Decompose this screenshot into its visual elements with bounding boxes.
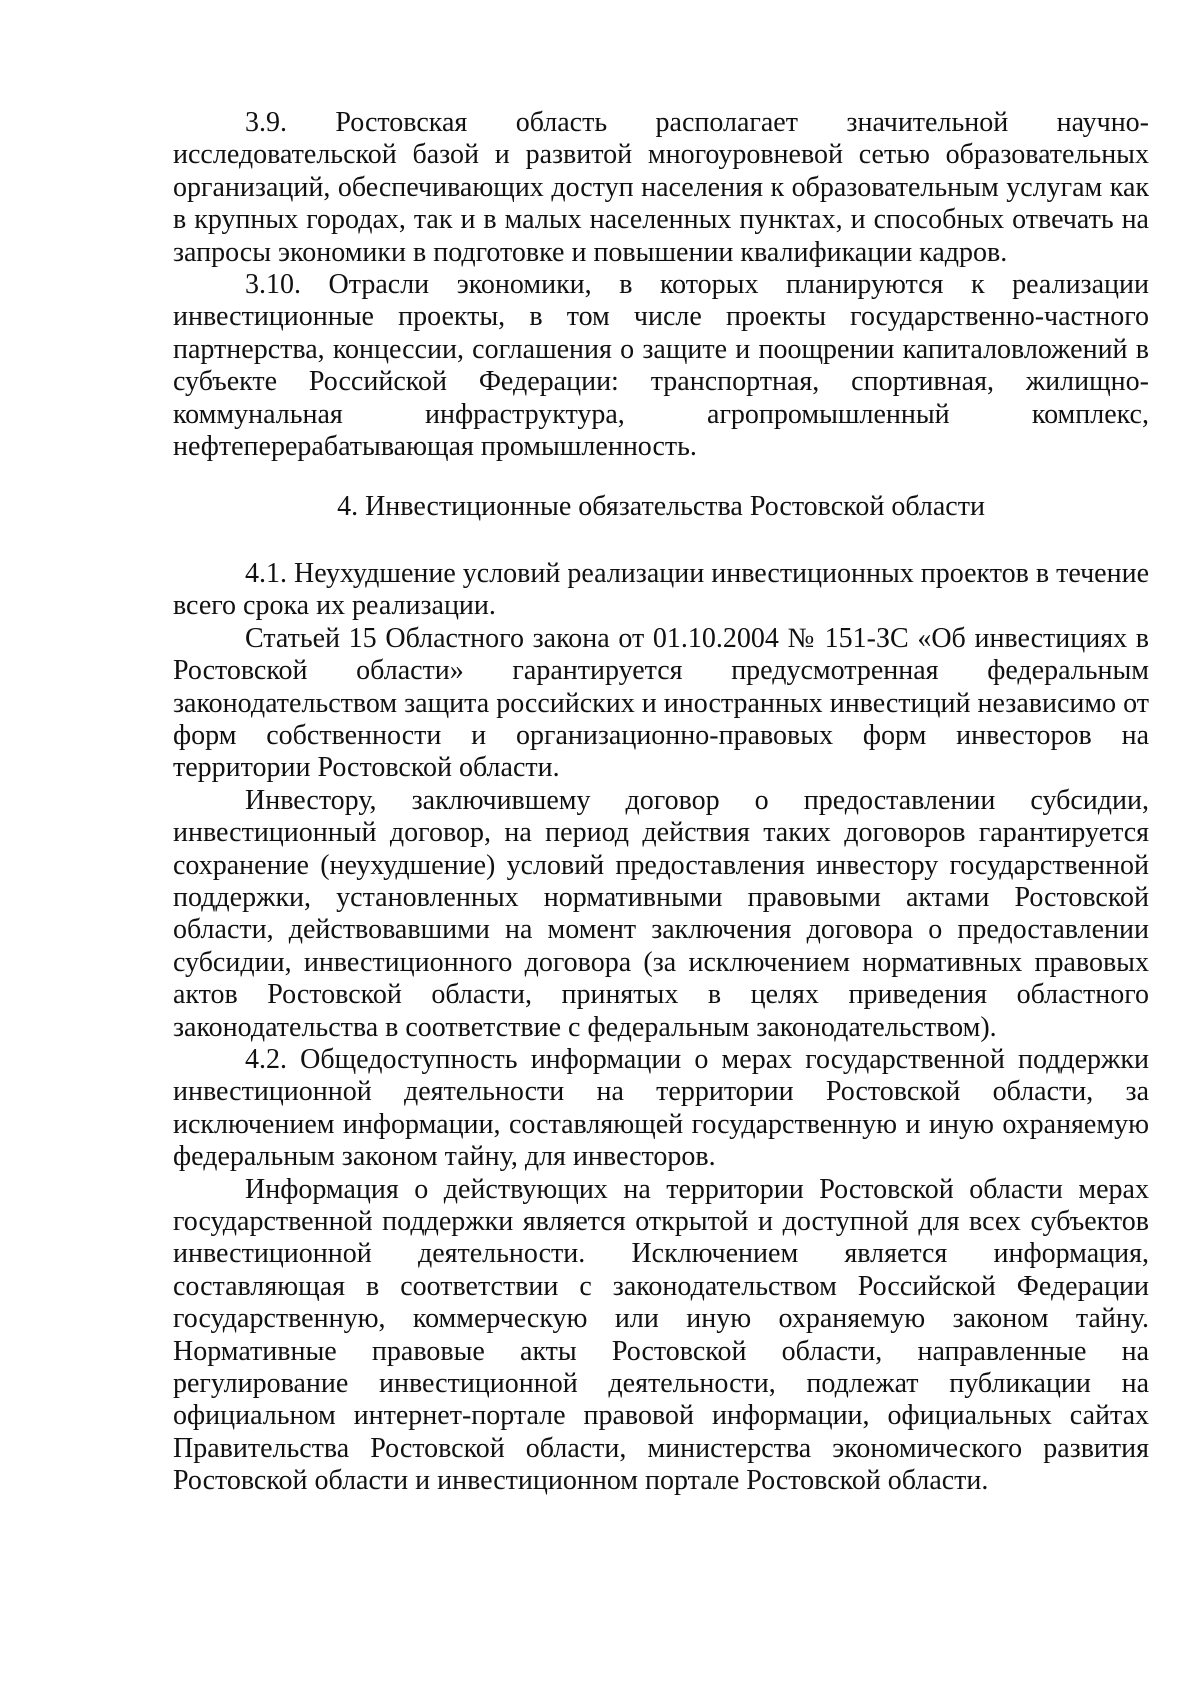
paragraph-article-15: Статьей 15 Областного закона от 01.10.2004 № 151-ЗС «Об инвестициях в Ростовской области» гарантируется предусмотренная федеральным законодательством защита российских и иностранных инвестиций независимо от форм собственности и организационно-правовых форм инвесторов на территории Ростовской области. (173, 622, 1149, 784)
paragraph-4-2: 4.2. Общедоступность информации о мерах государственной поддержки инвестиционной деятельности на территории Ростовской области, за исключением информации, составляющей государственную и иную охраняемую федеральным законом тайну, для инвесторов. (173, 1043, 1149, 1173)
document-page (173, 107, 1149, 1498)
paragraph-investor-guarantee: Инвестору, заключившему договор о предоставлении субсидии, инвестиционный договор, на период действия таких договоров гарантируется сохранение (неухудшение) условий предоставления инвестору государственной поддержки, установленных нормативными правовыми актами Ростовской области, действовавшими на момент заключения договора о предоставлении субсидии, инвестиционного договора (за исключением нормативных правовых актов Ростовской области, принятых в целях приведения областного законодательства в соответствие с федеральным законодательством). (173, 784, 1149, 1043)
section-title: 4. Инвестиционные обязательства Ростовской области (337, 491, 985, 523)
paragraph-3-9: 3.9. Ростовская область располагает значительной научно-исследовательской базой и развитой многоуровневой сетью образовательных организаций, обеспечивающих доступ населения к образовательным услугам как в крупных городах, так и в малых населенных пунктах, и способных отвечать на запросы экономики в подготовке и повышении квалификации кадров. (173, 107, 1149, 268)
paragraph-information-access: Информация о действующих на территории Ростовской области мерах государственной поддержки является открытой и доступной для всех субъектов инвестиционной деятельности. Исключением является информация, составляющая в соответствии с законодательством Российской Федерации государственную, коммерческую или иную охраняемую законом тайну. Нормативные правовые акты Ростовской области, направленные на регулирование инвестиционной деятельности, подлежат публикации на официальном интернет-портале правовой информации, официальных сайтах Правительства Ростовской области, министерства экономического развития Ростовской области и инвестиционном портале Ростовской области. (173, 1173, 1149, 1497)
paragraph-4-1: 4.1. Неухудшение условий реализации инвестиционных проектов в течение всего срока их реализации. (173, 557, 1149, 622)
paragraph-3-10: 3.10. Отрасли экономики, в которых планируются к реализации инвестиционные проекты, в том числе проекты государственно-частного партнерства, концессии, соглашения о защите и поощрении капиталовложений в субъекте Российской Федерации: транспортная, спортивная, жилищно-коммунальная инфраструктура, агропромышленный комплекс, нефтеперерабатывающая промышленность. (173, 269, 1149, 463)
